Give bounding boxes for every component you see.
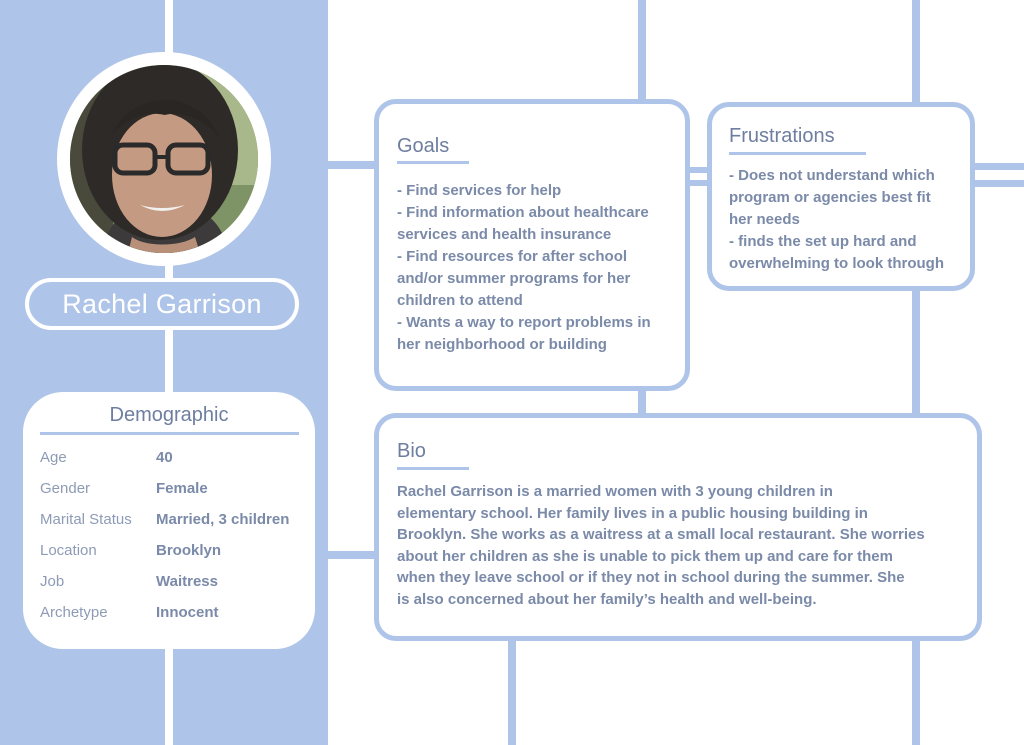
demographic-value: Married, 3 children (156, 511, 290, 528)
bio-line: when they leave school or if they not in school during the summer. She (397, 569, 905, 586)
demographic-value: Waitress (156, 573, 218, 590)
frustrations-line: - finds the set up hard and (729, 233, 917, 250)
connector-line (912, 0, 920, 106)
demographic-value: 40 (156, 449, 173, 466)
frustrations-line: program or agencies best fit (729, 189, 931, 206)
bio-line: is also concerned about her family’s health and well-being. (397, 590, 817, 608)
bio-line: Rachel Garrison is a married women with 3 young children in (397, 483, 833, 500)
demographic-label: Archetype (40, 604, 108, 621)
goals-list (397, 180, 651, 356)
connector-line (912, 636, 920, 745)
persona-name-pill (25, 278, 299, 330)
goals-line: children to attend (397, 292, 523, 309)
frustrations-line: - Does not understand which (729, 167, 935, 184)
frustrations-list (729, 165, 944, 275)
demographic-label: Location (40, 542, 97, 559)
goals-line: - Find services for help (397, 182, 562, 199)
bio-text (397, 481, 925, 610)
demographic-label: Gender (40, 480, 91, 497)
connector-line (972, 180, 1024, 187)
demographic-value: Innocent (156, 604, 219, 621)
bio-card (374, 413, 982, 641)
connector-line (972, 163, 1024, 170)
frustrations-card (707, 102, 975, 291)
demographic-label: Age (40, 449, 67, 466)
bio-line: about her children as she is unable to pick them up and care for them (397, 547, 893, 565)
demographic-value: Female (156, 480, 208, 497)
goals-line: - Find information about healthcare (397, 204, 649, 221)
goals-card (374, 99, 690, 391)
bio-divider (397, 467, 469, 470)
demographic-label: Job (40, 573, 65, 590)
demographic-row-marital-status (40, 511, 289, 531)
demographic-row-age (40, 449, 173, 469)
goals-line: her neighborhood or building (397, 336, 607, 353)
bio-line: elementary school. Her family lives in a public housing building in (397, 504, 868, 522)
demographic-row-gender (40, 480, 208, 500)
portrait-image (70, 65, 258, 253)
frustrations-line: her needs (729, 211, 800, 228)
frustrations-title: Frustrations (729, 125, 835, 147)
bio-title: Bio (397, 440, 426, 462)
demographic-value: Brooklyn (156, 542, 222, 559)
frustrations-line: overwhelming to look through (729, 255, 944, 272)
connector-line (328, 551, 378, 559)
avatar (70, 65, 258, 253)
demographic-card (23, 392, 315, 649)
goals-line: services and health insurance (397, 226, 612, 243)
bio-line: Brooklyn. She works as a waitress at a small local restaurant. She worries (397, 526, 925, 543)
demographic-divider (40, 432, 299, 435)
goals-line: - Find resources for after school (397, 248, 628, 265)
connector-line (638, 0, 646, 104)
persona-name: Rachel Garrison (62, 288, 262, 319)
connector-line (912, 286, 920, 418)
demographic-label: Marital Status (40, 511, 132, 528)
goals-title: Goals (397, 135, 450, 157)
connector-line (508, 636, 516, 745)
demographic-row-job (40, 573, 218, 593)
goals-divider (397, 161, 469, 164)
connector-line (328, 161, 378, 169)
goals-line: and/or summer programs for her (397, 270, 631, 287)
demographic-row-archetype (40, 604, 219, 624)
demographic-title: Demographic (109, 404, 229, 426)
goals-line: - Wants a way to report problems in (397, 314, 651, 331)
demographic-row-location (40, 542, 221, 562)
frustrations-divider (729, 152, 866, 155)
